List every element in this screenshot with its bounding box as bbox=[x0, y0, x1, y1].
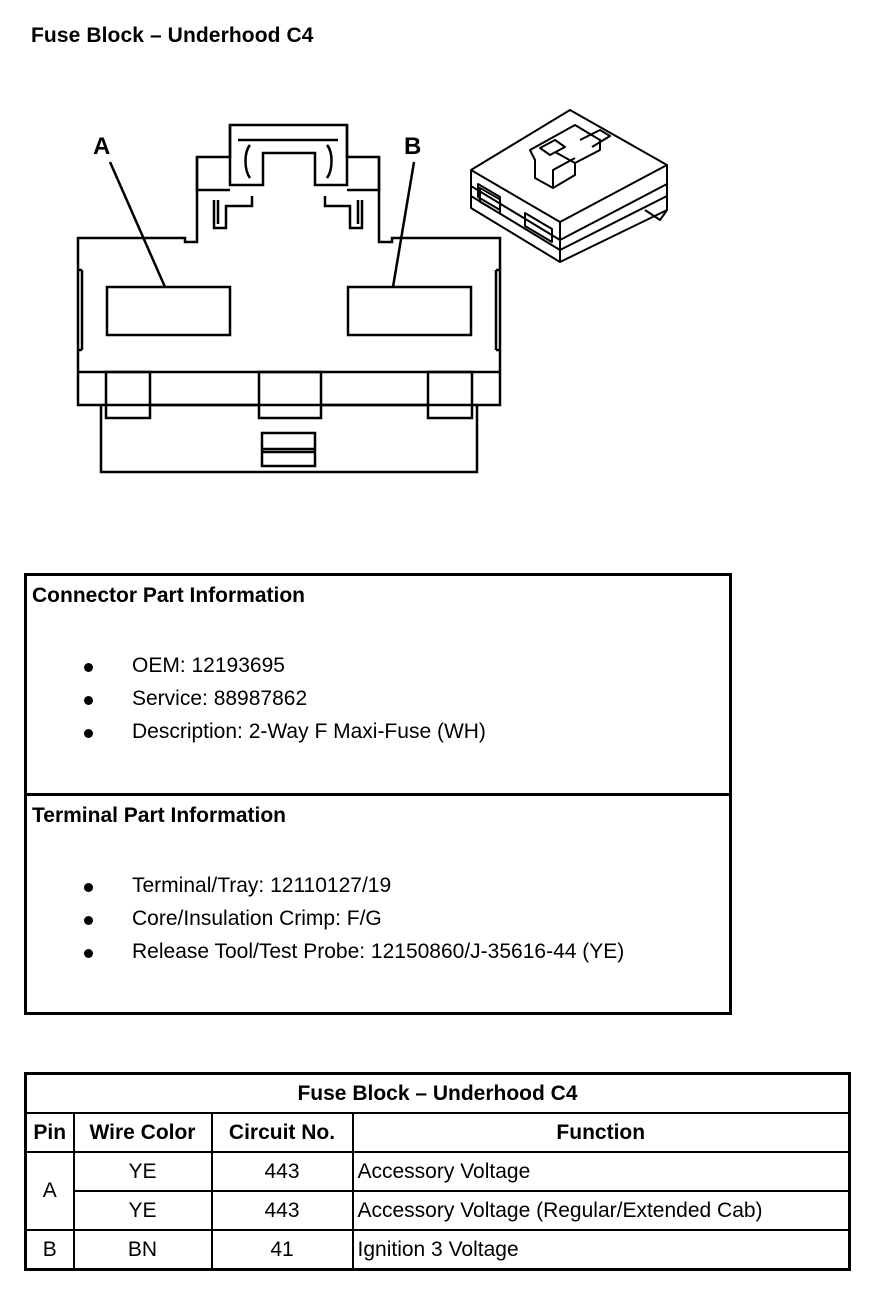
leader-b bbox=[393, 162, 414, 287]
header-circuit-no: Circuit No. bbox=[212, 1113, 353, 1152]
bullet-icon bbox=[84, 916, 93, 925]
terminal-part-info: Terminal Part Information Terminal/Tray: 12110127/19 Core/Insulation Crimp: F/G Release Tool/Test Probe: 12150860/J-35616-44 (YE) bbox=[32, 804, 625, 963]
circuit-cell: 41 bbox=[212, 1230, 353, 1270]
part-info-box bbox=[24, 573, 732, 1015]
function-cell: Accessory Voltage bbox=[353, 1152, 850, 1191]
pin-label-a: A bbox=[93, 133, 111, 160]
table-title: Fuse Block – Underhood C4 bbox=[26, 1074, 850, 1114]
connector-housing bbox=[78, 125, 500, 472]
table-row bbox=[26, 1230, 850, 1270]
connector-face-diagram bbox=[0, 0, 880, 540]
header-function: Function bbox=[353, 1113, 850, 1152]
wire-color-cell: YE bbox=[74, 1191, 212, 1230]
circuit-cell: 443 bbox=[212, 1191, 353, 1230]
bullet-icon bbox=[84, 729, 93, 738]
bullet-icon bbox=[84, 696, 93, 705]
page-title: Fuse Block – Underhood C4 bbox=[31, 24, 314, 47]
pin-cell: B bbox=[26, 1230, 74, 1270]
table-title-row bbox=[26, 1074, 850, 1114]
header-pin: Pin bbox=[26, 1113, 74, 1152]
connector-part-info: Connector Part Information OEM: 12193695 Service: 88987862 Description: 2-Way F Maxi-Fuse (WH) bbox=[27, 576, 729, 796]
cavity-b bbox=[348, 287, 471, 335]
wire-color-cell: YE bbox=[74, 1152, 212, 1191]
bullet-icon bbox=[84, 949, 93, 958]
pin-cell: A bbox=[26, 1152, 74, 1230]
bullet-icon bbox=[84, 663, 93, 672]
wire-color-cell: BN bbox=[74, 1230, 212, 1270]
table-row bbox=[26, 1152, 850, 1191]
pinout-table bbox=[24, 1072, 851, 1271]
bullet-icon bbox=[84, 883, 93, 892]
pin-label-b: B bbox=[404, 133, 422, 160]
table-header-row bbox=[26, 1113, 850, 1152]
table-row bbox=[26, 1191, 850, 1230]
terminal-info-heading: Terminal Part Information bbox=[32, 804, 286, 827]
circuit-cell: 443 bbox=[212, 1152, 353, 1191]
cavity-a bbox=[107, 287, 230, 335]
connector-info-heading: Connector Part Information bbox=[32, 584, 306, 607]
leader-a bbox=[110, 162, 165, 287]
function-cell: Ignition 3 Voltage bbox=[353, 1230, 850, 1270]
header-wire-color: Wire Color bbox=[74, 1113, 212, 1152]
function-cell: Accessory Voltage (Regular/Extended Cab) bbox=[353, 1191, 850, 1230]
